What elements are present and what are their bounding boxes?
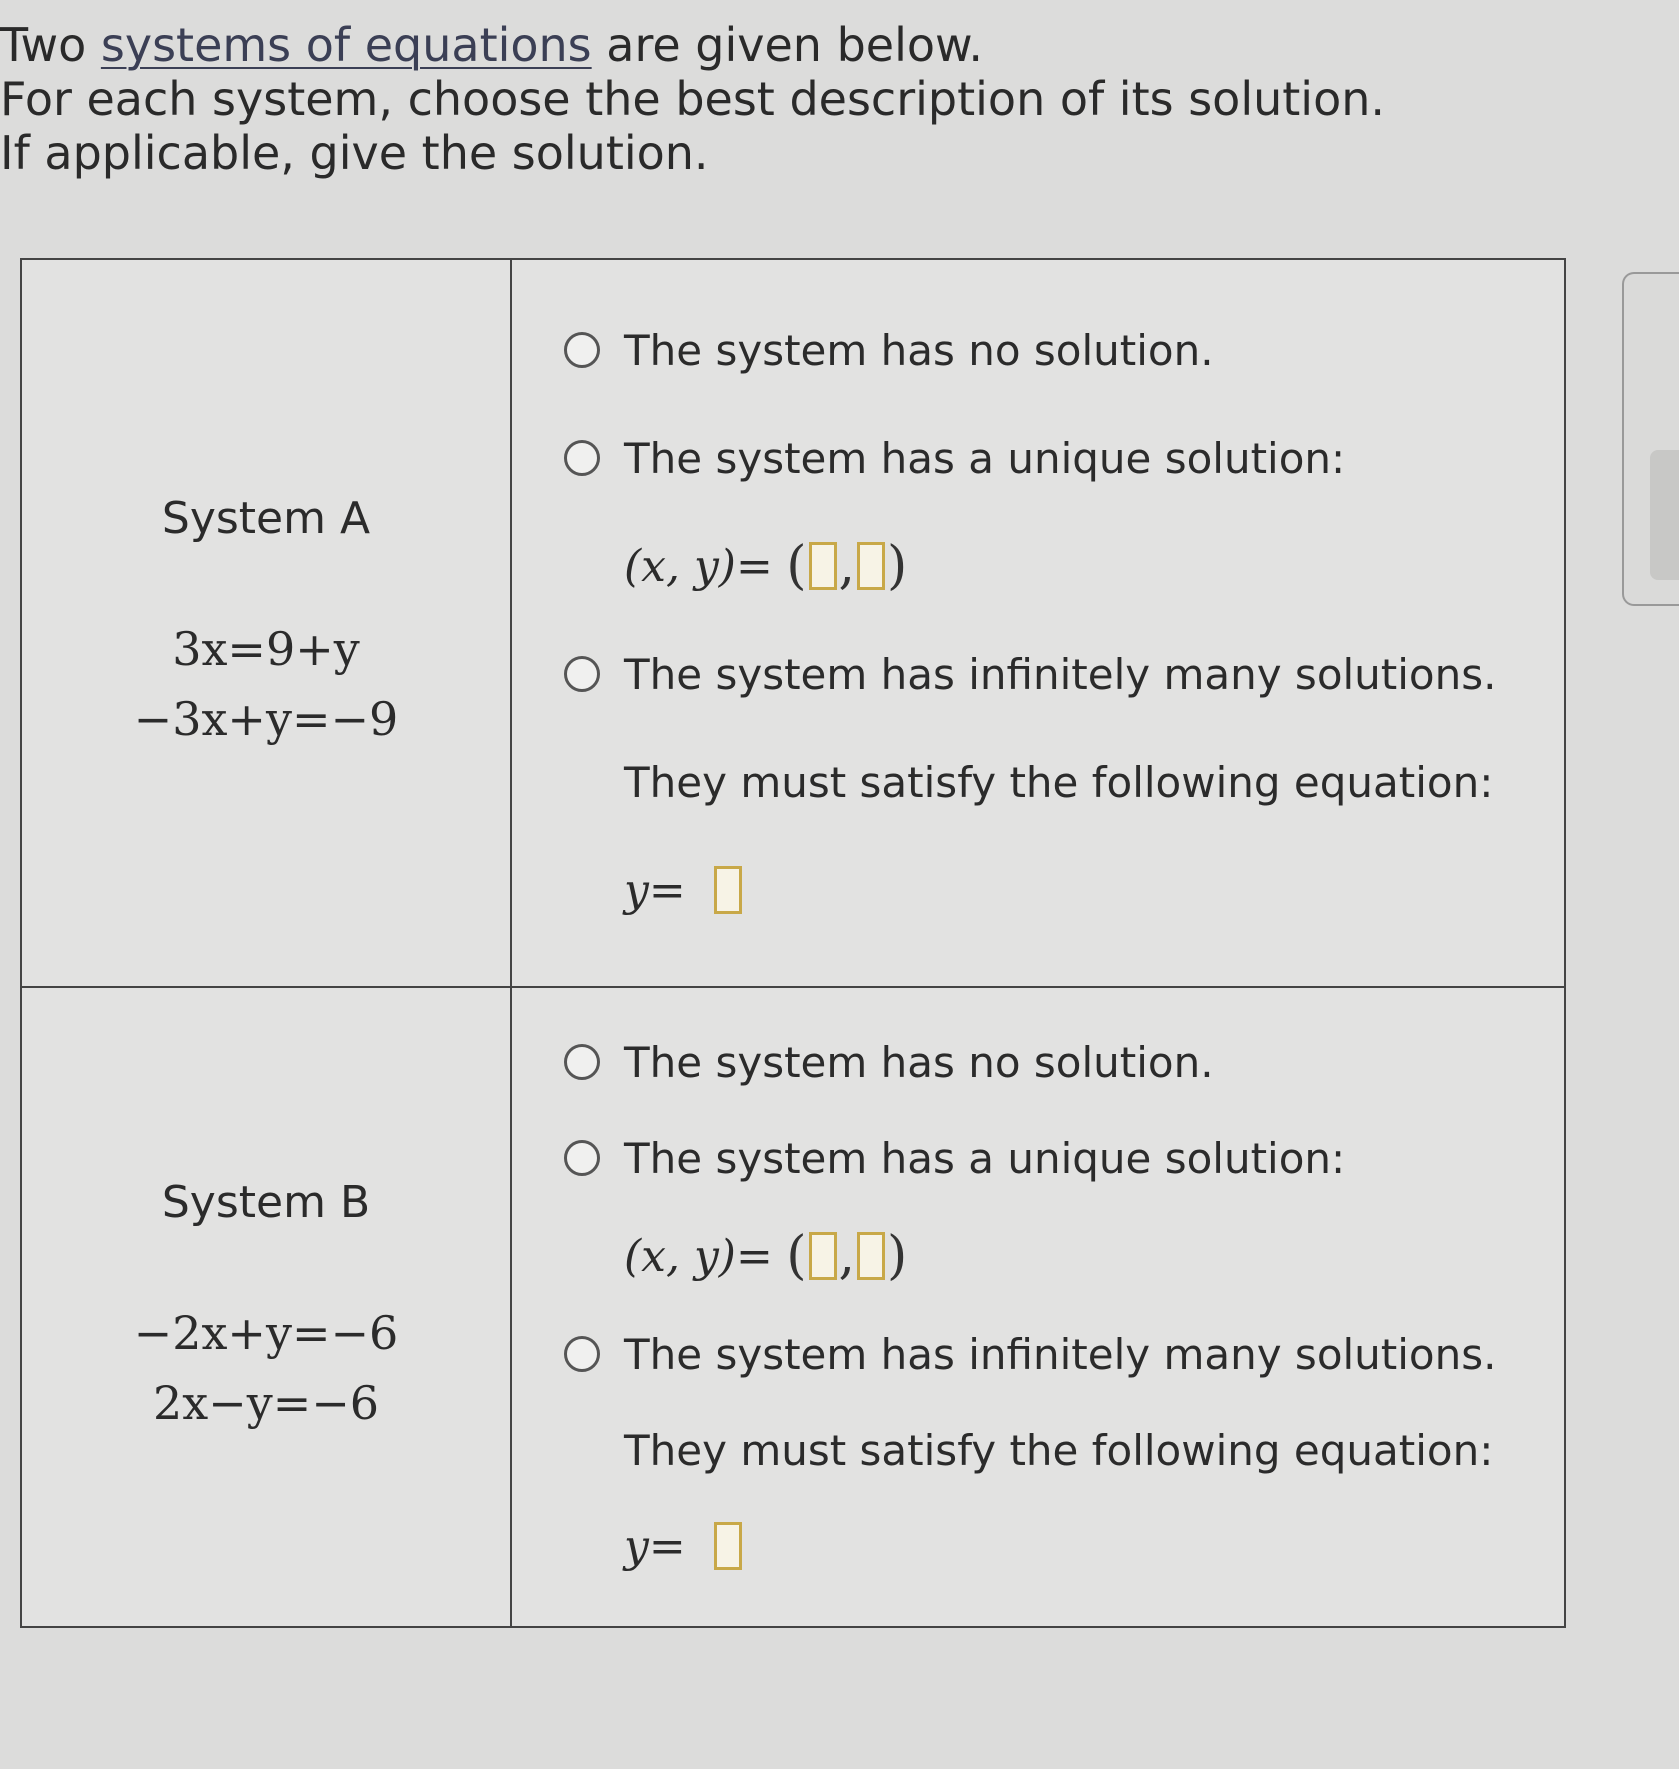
- system-a-row: [21, 259, 1565, 987]
- system-a-options: [511, 259, 1565, 987]
- system-a-unique-answer: [564, 512, 1564, 620]
- paren-close-icon: ): [887, 1226, 908, 1286]
- system-b-infinite-answer: [564, 1498, 1564, 1594]
- instructions-line-2: For each system, choose the best description of its solution.: [0, 72, 1385, 126]
- option-label: The system has a unique solution:: [624, 1133, 1346, 1183]
- system-b-cell: [21, 987, 511, 1627]
- option-label: The system has infinitely many solutions.: [624, 1329, 1497, 1379]
- systems-table: [20, 258, 1566, 1628]
- system-b-option-infinite[interactable]: [564, 1306, 1564, 1402]
- side-panel-tab[interactable]: [1650, 450, 1679, 580]
- system-a-x-input[interactable]: [809, 542, 837, 590]
- system-b-equation-1: −2x+y=−6: [133, 1305, 399, 1360]
- instructions: [0, 18, 1500, 180]
- option-label: The system has no solution.: [624, 1037, 1214, 1087]
- system-a-equation-input[interactable]: [714, 866, 742, 914]
- radio-button[interactable]: [564, 1140, 600, 1176]
- system-a-equation-1: 3x=9+y: [172, 621, 360, 676]
- radio-button[interactable]: [564, 1044, 600, 1080]
- system-b-option-unique[interactable]: [564, 1110, 1564, 1206]
- system-a-infinite-answer: [564, 836, 1564, 944]
- option-label: The system has no solution.: [624, 325, 1214, 375]
- system-a-cell: [21, 259, 511, 987]
- option-label: The system has infinitely many solutions.: [624, 649, 1497, 699]
- system-a-option-no-solution[interactable]: [564, 296, 1564, 404]
- system-b-infinite-note: They must satisfy the following equation:: [624, 1425, 1494, 1475]
- y-label: y=: [624, 864, 686, 916]
- instructions-text: are given below.: [591, 18, 984, 72]
- system-b-options: [511, 987, 1565, 1627]
- system-a-equation-2: −3x+y=−9: [133, 691, 399, 746]
- xy-label: (x, y)=: [624, 1230, 773, 1282]
- paren-open-icon: (: [786, 1226, 807, 1286]
- system-b-option-no-solution[interactable]: [564, 1014, 1564, 1110]
- instructions-line-3: If applicable, give the solution.: [0, 126, 709, 180]
- side-panel-edge: [1622, 272, 1679, 606]
- radio-button[interactable]: [564, 656, 600, 692]
- system-a-option-unique[interactable]: [564, 404, 1564, 512]
- radio-button[interactable]: [564, 332, 600, 368]
- systems-of-equations-link[interactable]: systems of equations: [100, 18, 592, 72]
- radio-button[interactable]: [564, 440, 600, 476]
- system-a-infinite-note: They must satisfy the following equation:: [624, 757, 1494, 807]
- option-label: The system has a unique solution:: [624, 433, 1346, 483]
- comma-icon: ,: [838, 536, 856, 596]
- system-b-equation-input[interactable]: [714, 1522, 742, 1570]
- y-label: y=: [624, 1520, 686, 1572]
- system-b-row: [21, 987, 1565, 1627]
- system-b-title: System B: [161, 1176, 371, 1228]
- system-b-equation-2: 2x−y=−6: [152, 1375, 380, 1430]
- system-a-y-input[interactable]: [857, 542, 885, 590]
- system-a-title: System A: [161, 492, 371, 544]
- radio-button[interactable]: [564, 1336, 600, 1372]
- instructions-text: Two: [0, 18, 101, 72]
- system-a-option-infinite[interactable]: [564, 620, 1564, 728]
- paren-close-icon: ): [887, 536, 908, 596]
- comma-icon: ,: [838, 1226, 856, 1286]
- paren-open-icon: (: [786, 536, 807, 596]
- xy-label: (x, y)=: [624, 540, 773, 592]
- instructions-line-1: [0, 18, 1500, 72]
- system-b-x-input[interactable]: [809, 1232, 837, 1280]
- system-b-y-input[interactable]: [857, 1232, 885, 1280]
- system-b-unique-answer: [564, 1206, 1564, 1306]
